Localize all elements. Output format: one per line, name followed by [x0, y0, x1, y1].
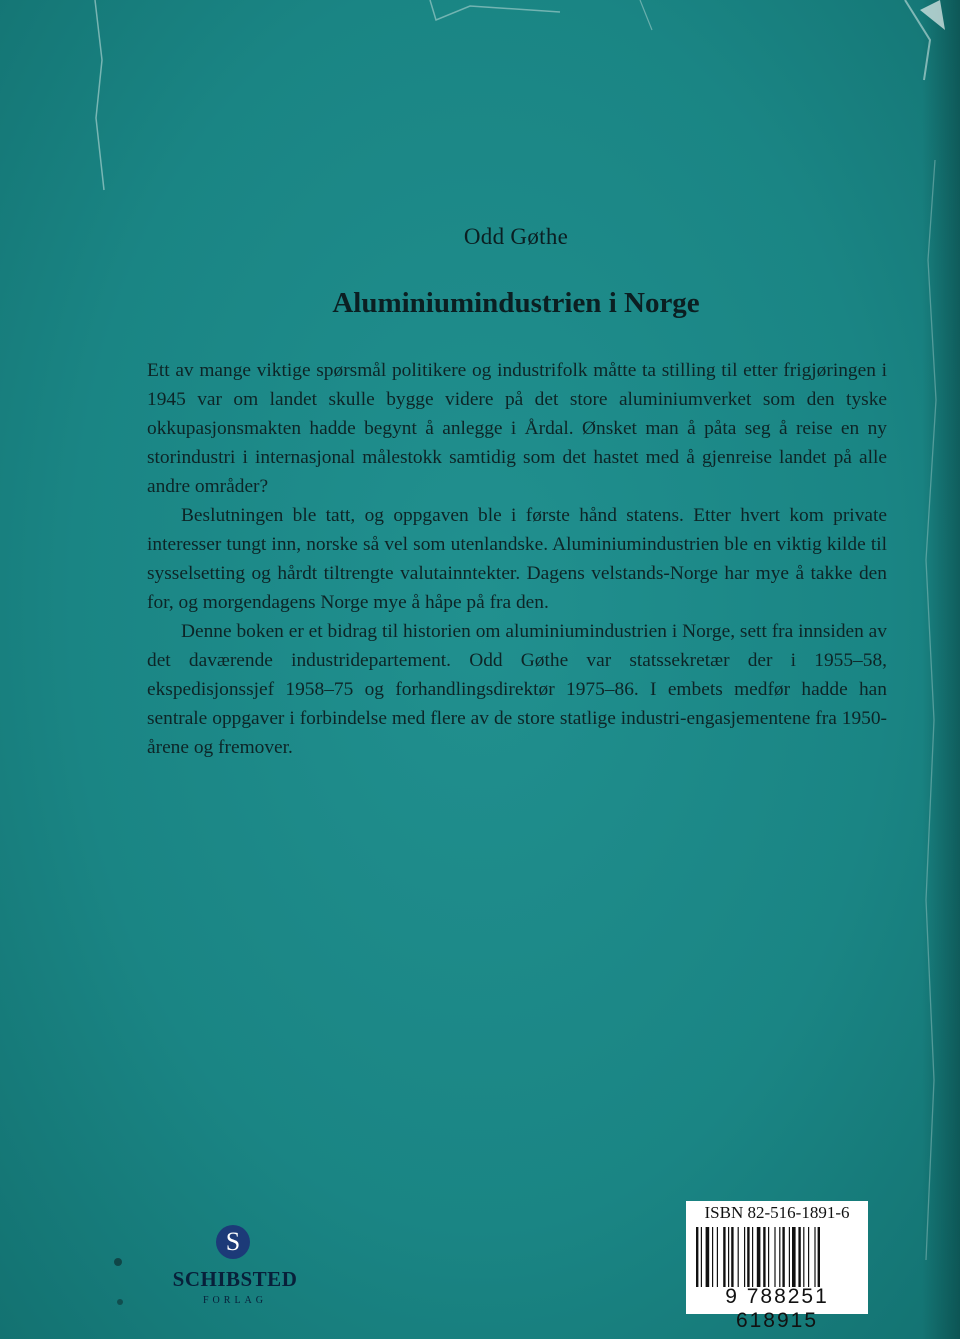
blurb-paragraph-1: Ett av mange viktige spørsmål politikere og industrifolk måtte ta stilling til etter frigjøringen i 1945 var om landet skulle bygge videre på det store aluminiumverket som den tyske okkupasjonsmakten hadde begynt å anlegge i Årdal. Ønsket man å påta seg å reise en ny storindustri i internasjonal målestokk samtidig som det hastet med å gjenreise landet på alle andre områder? [147, 360, 887, 497]
isbn-barcode-panel [686, 1201, 868, 1332]
isbn-label: ISBN 82-516-1891-6 [704, 1203, 850, 1222]
publisher-logo-icon: S [216, 1225, 250, 1259]
ean-digits: 9 788251 618915 [725, 1285, 829, 1332]
barcode-icon [696, 1227, 858, 1287]
publisher-subtitle: FORLAG [202, 1295, 267, 1306]
book-title: Aluminiumindustrien i Norge [332, 287, 700, 319]
blurb-text [147, 356, 887, 762]
publisher-name: SCHIBSTED [172, 1267, 298, 1291]
blurb-paragraph-3: Denne boken er et bidrag til historien om aluminiumindustrien i Norge, sett fra innsiden av det daværende industridepartement. Odd Gøthe var statssekretær der i 1955–58, ekspedisjonssjef 1958–75 og forhandlingsdirektør 1975–86. I embets medfør hadde han sentrale oppgaver i forbindelse med flere av de store statlige industri-engasjementene fra 1950-årene og fremover. [147, 621, 887, 758]
author-name: Odd Gøthe [463, 224, 569, 249]
blurb-paragraph-2: Beslutningen ble tatt, og oppgaven ble i første hånd statens. Etter hvert kom private interesser tungt inn, norske så vel som utenlandske. Aluminiumindustrien ble en viktig kilde til sysselsetting og hårdt tiltrengte valutainntekter. Dagens velstands-Norge har mye å takke den for, og morgendagens Norge mye å håpe på fra den. [147, 505, 887, 613]
